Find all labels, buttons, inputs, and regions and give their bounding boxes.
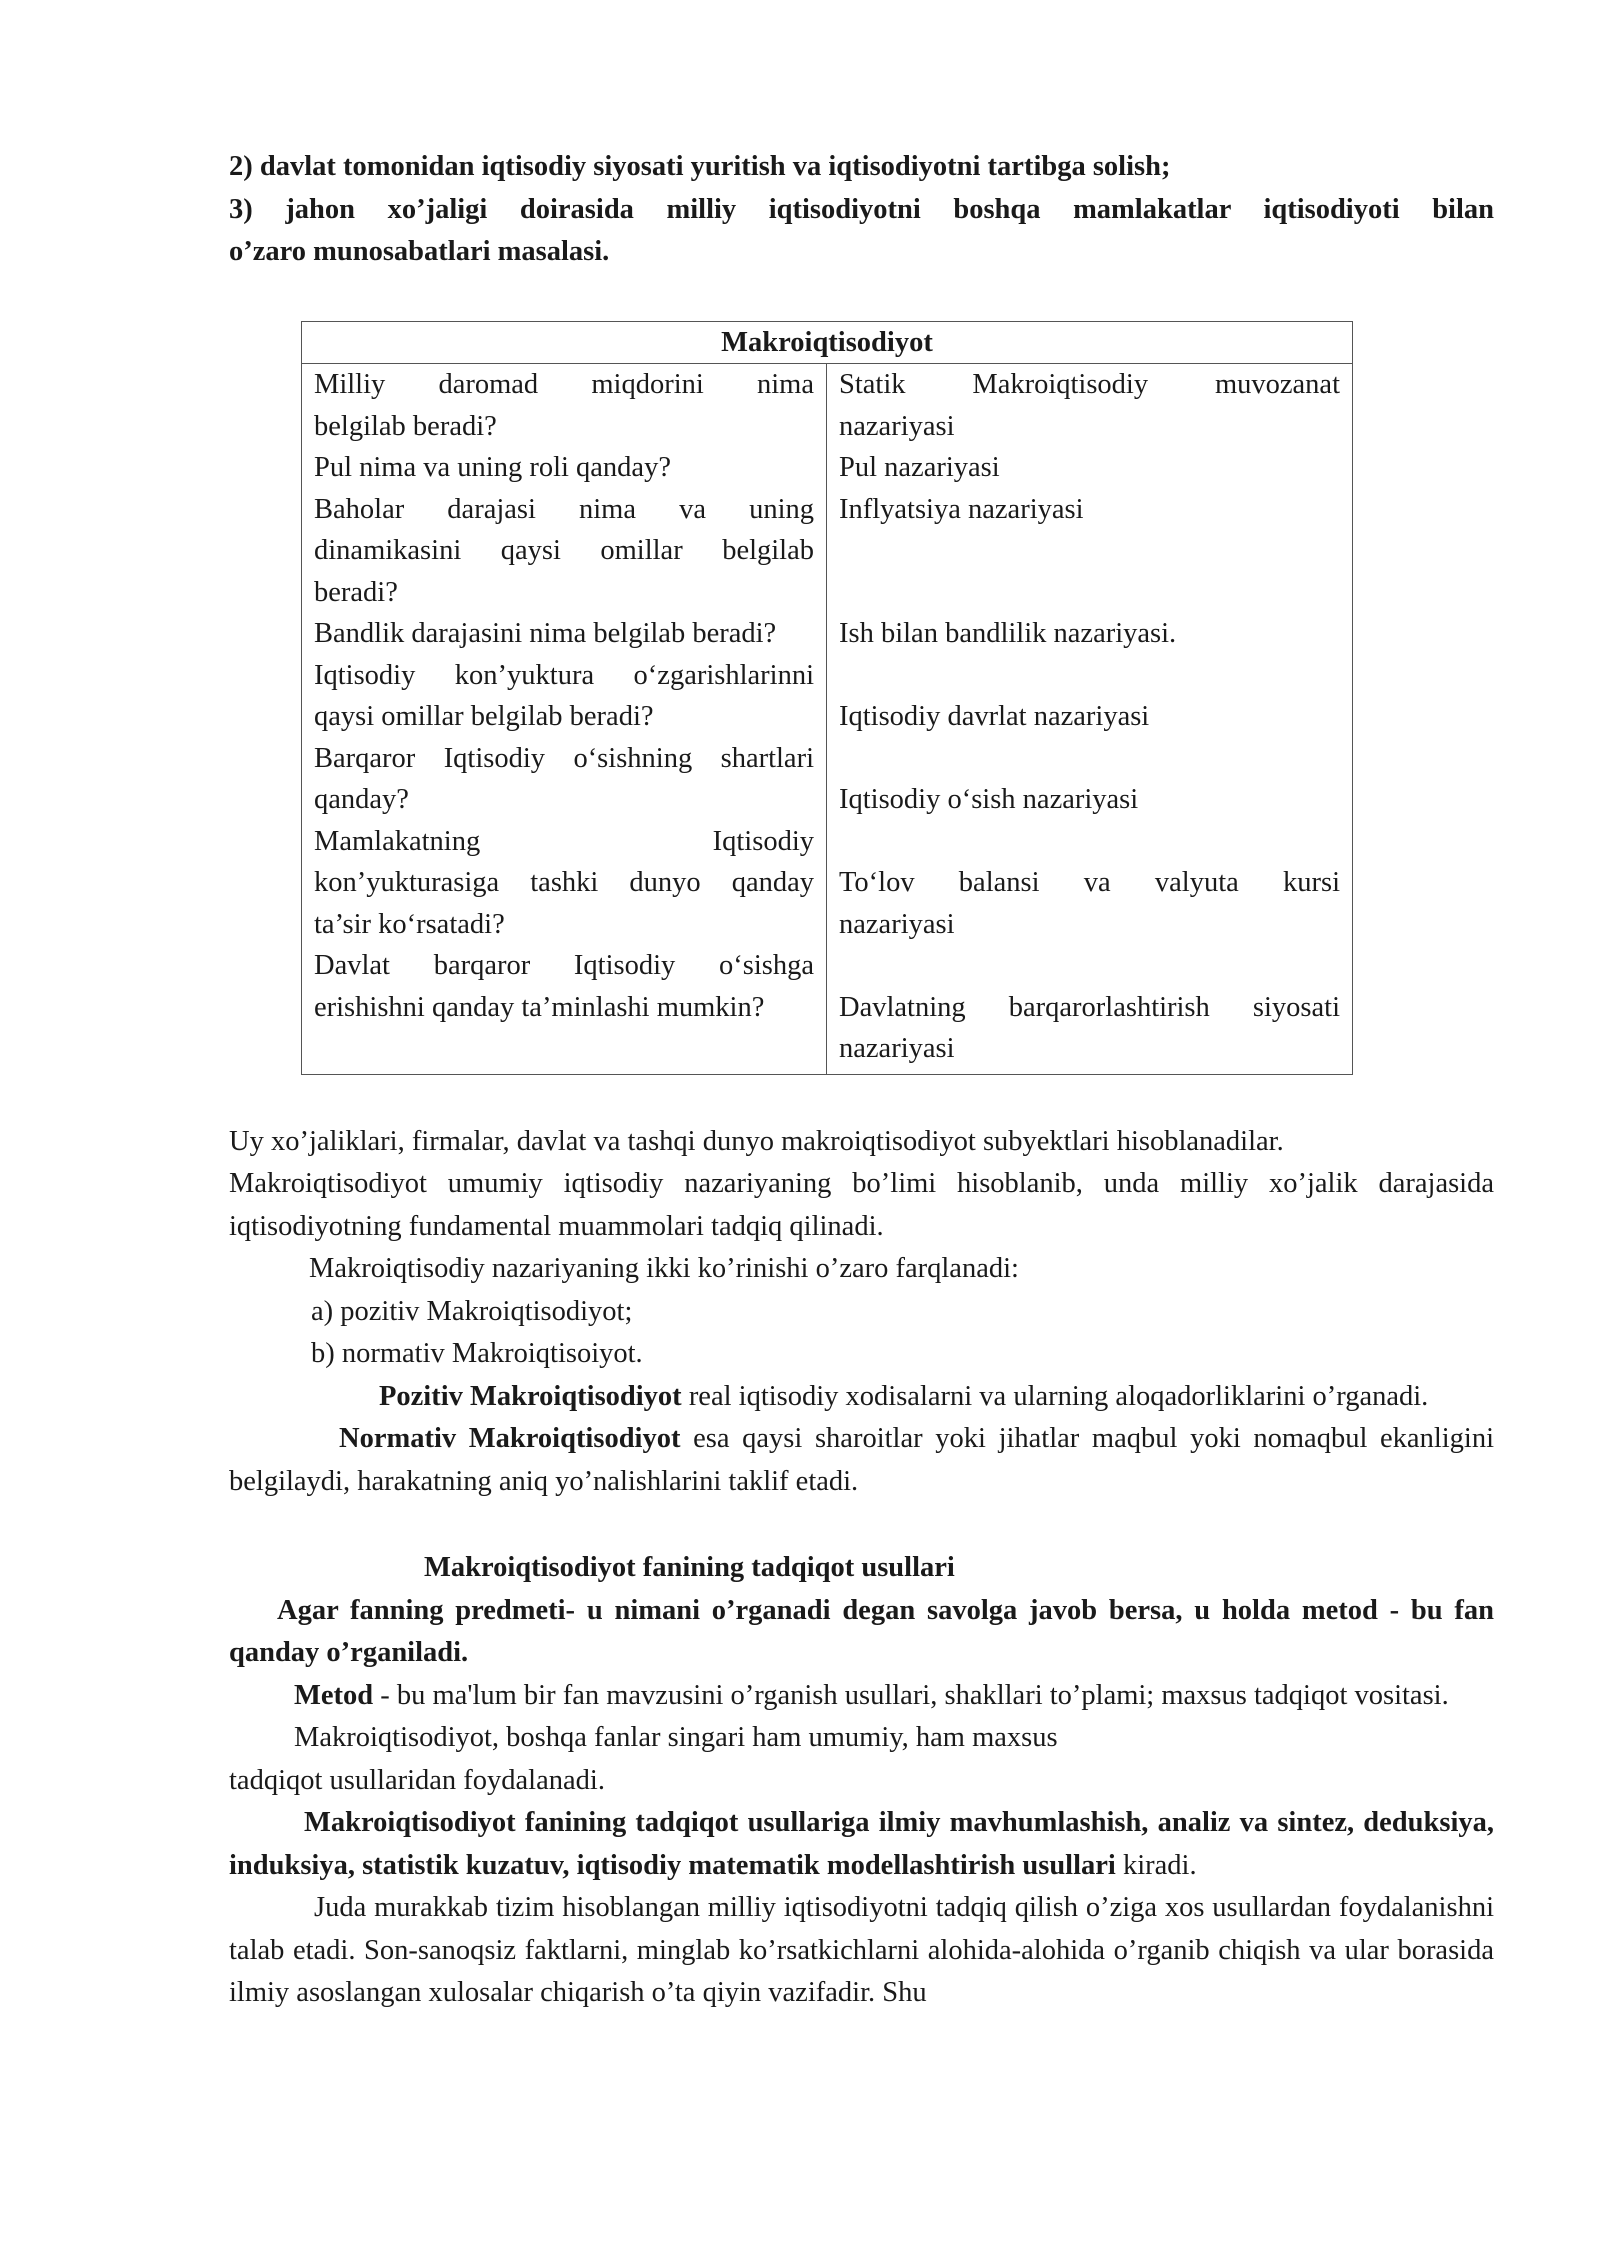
intro-item-2: 2) davlat tomonidan iqtisodiy siyosati yuritish va iqtisodiyotni tartibga solish; <box>229 151 1171 182</box>
theory-line: Statik Makroiqtisodiy muvozanat <box>839 369 1340 400</box>
section-title: Makroiqtisodiyot fanining tadqiqot usullari <box>424 1552 955 1583</box>
list-item-positive: a) pozitiv Makroiqtisodiyot; <box>311 1295 633 1327</box>
paragraph-general-methods-line-2: tadqiqot usullaridan foydalanadi. <box>229 1764 605 1796</box>
question-line: Davlat barqaror Iqtisodiy o‘sishga <box>314 950 814 981</box>
paragraph-method: Metod - bu ma'lum bir fan mavzusini o’rganish usullari, shakllari to’plami; maxsus tadqiqot vositasi. <box>294 1679 1449 1711</box>
theory-line: To‘lov balansi va valyuta kursi <box>839 867 1340 898</box>
normative-term: Normativ Makroiqtisodiyot <box>339 1423 681 1454</box>
question-line: beradi? <box>314 576 398 608</box>
theories-column <box>827 364 1353 1075</box>
theory-line: nazariyasi <box>839 1033 955 1064</box>
theory-line: nazariyasi <box>839 908 955 940</box>
theory-line: Inflyatsiya nazariyasi <box>839 493 1084 525</box>
paragraph-general-methods-line-1: Makroiqtisodiyot, boshqa fanlar singari ham umumiy, ham maxsus <box>294 1722 1058 1753</box>
list-item-normative: b) normativ Makroiqtisoiyot. <box>311 1338 643 1369</box>
question-line: Baholar darajasi nima va uning <box>314 493 814 525</box>
question-line: Barqaror Iqtisodiy o‘sishning shartlari <box>314 742 814 774</box>
paragraph-positive: Pozitiv Makroiqtisodiyot real iqtisodiy xodisalarni va ularning aloqadorliklarini o’rganadi. <box>379 1380 1429 1412</box>
question-line: Iqtisodiy kon’yuktura o‘zgarishlarinni <box>314 659 814 691</box>
intro-item-3-line-1: 3) jahon xo’jaligi doirasida milliy iqtisodiyotni boshqa mamlakatlar iqtisodiyoti bilan <box>229 193 1494 225</box>
theory-line: Iqtisodiy o‘sish nazariyasi <box>839 784 1139 815</box>
paragraph-two-kinds: Makroiqtisodiy nazariyaning ikki ko’rinishi o’zaro farqlanadi: <box>309 1253 1019 1284</box>
question-line: dinamikasini qaysi omillar belgilab <box>314 535 814 566</box>
question-line: erishishni qanday ta’minlashi mumkin? <box>314 991 765 1023</box>
research-methods-list: Makroiqtisodiyot fanining tadqiqot usullariga ilmiy mavhumlashish, analiz va sintez, deduksiya, induksiya, statistik kuzatuv, iqtisodiy matematik modellashtirish usullari <box>229 1807 1494 1881</box>
intro-item-3-line-2: o’zaro munosabatlari masalasi. <box>229 236 610 267</box>
macroeconomics-table <box>301 321 1353 1075</box>
document-page <box>229 146 1494 2015</box>
theory-line: Pul nazariyasi <box>839 452 1000 483</box>
paragraph-complex-system: Juda murakkab tizim hisoblangan milliy iqtisodiyotni tadqiq qilish o’ziga xos usullardan foydalanishni talab etadi. Son-sanoqsiz faktlarni, minglab ko’rsatkichlarni alohida-alohida o’rganib chiqish va ular borasida ilmiy asoslangan xulosalar chiqarish o’ta qiyin vazifadir. Shu <box>229 1892 1494 2008</box>
question-line: ta’sir ko‘rsatadi? <box>314 908 505 940</box>
method-term: Metod <box>294 1679 374 1711</box>
theory-line: Iqtisodiy davrlat nazariyasi <box>839 701 1150 732</box>
question-line: Pul nima va uning roli qanday? <box>314 452 671 483</box>
question-line: belgilab beradi? <box>314 410 497 442</box>
question-line: Bandlik darajasini nima belgilab beradi? <box>314 618 777 649</box>
paragraph-normative: Normativ Makroiqtisodiyot esa qaysi sharoitlar yoki jihatlar maqbul yoki nomaqbul ekanligini belgilaydi, harakatning aniq yo’nalishlarini taklif etadi. <box>229 1423 1495 1497</box>
paragraph-research-methods: Makroiqtisodiyot fanining tadqiqot usullariga ilmiy mavhumlashish, analiz va sintez, deduksiya, induksiya, statistik kuzatuv, iqtisodiy matematik modellashtirish usullari kiradi. <box>229 1807 1494 1881</box>
paragraph-method-intro: Agar fanning predmeti- u nimani o’rganadi degan savolga javob bersa, u holda metod - bu fan qanday o’rganiladi. <box>229 1594 1494 1668</box>
question-line: qanday? <box>314 784 409 815</box>
question-line: Mamlakatning Iqtisodiy <box>314 825 814 857</box>
positive-term: Pozitiv Makroiqtisodiyot <box>379 1380 682 1412</box>
question-line: qaysi omillar belgilab beradi? <box>314 701 654 732</box>
paragraph-subjects: Uy xo’jaliklari, firmalar, davlat va tashqi dunyo makroiqtisodiyot subyektlari hisoblanadilar. <box>229 1125 1284 1157</box>
paragraph-definition: Makroiqtisodiyot umumiy iqtisodiy nazariyaning bo’limi hisoblanib, unda milliy xo’jalik darajasida iqtisodiyotning fundamental muammolari tadqiq qilinadi. <box>229 1168 1494 1242</box>
questions-column <box>302 364 827 1075</box>
theory-line: nazariyasi <box>839 410 955 442</box>
theory-line: Ish bilan bandlilik nazariyasi. <box>839 618 1177 649</box>
question-line: kon’yukturasiga tashki dunyo qanday <box>314 867 814 898</box>
theory-line: Davlatning barqarorlashtirish siyosati <box>839 991 1340 1023</box>
table-header: Makroiqtisodiyot <box>302 321 1353 364</box>
question-line: Milliy daromad miqdorini nima <box>314 369 814 400</box>
